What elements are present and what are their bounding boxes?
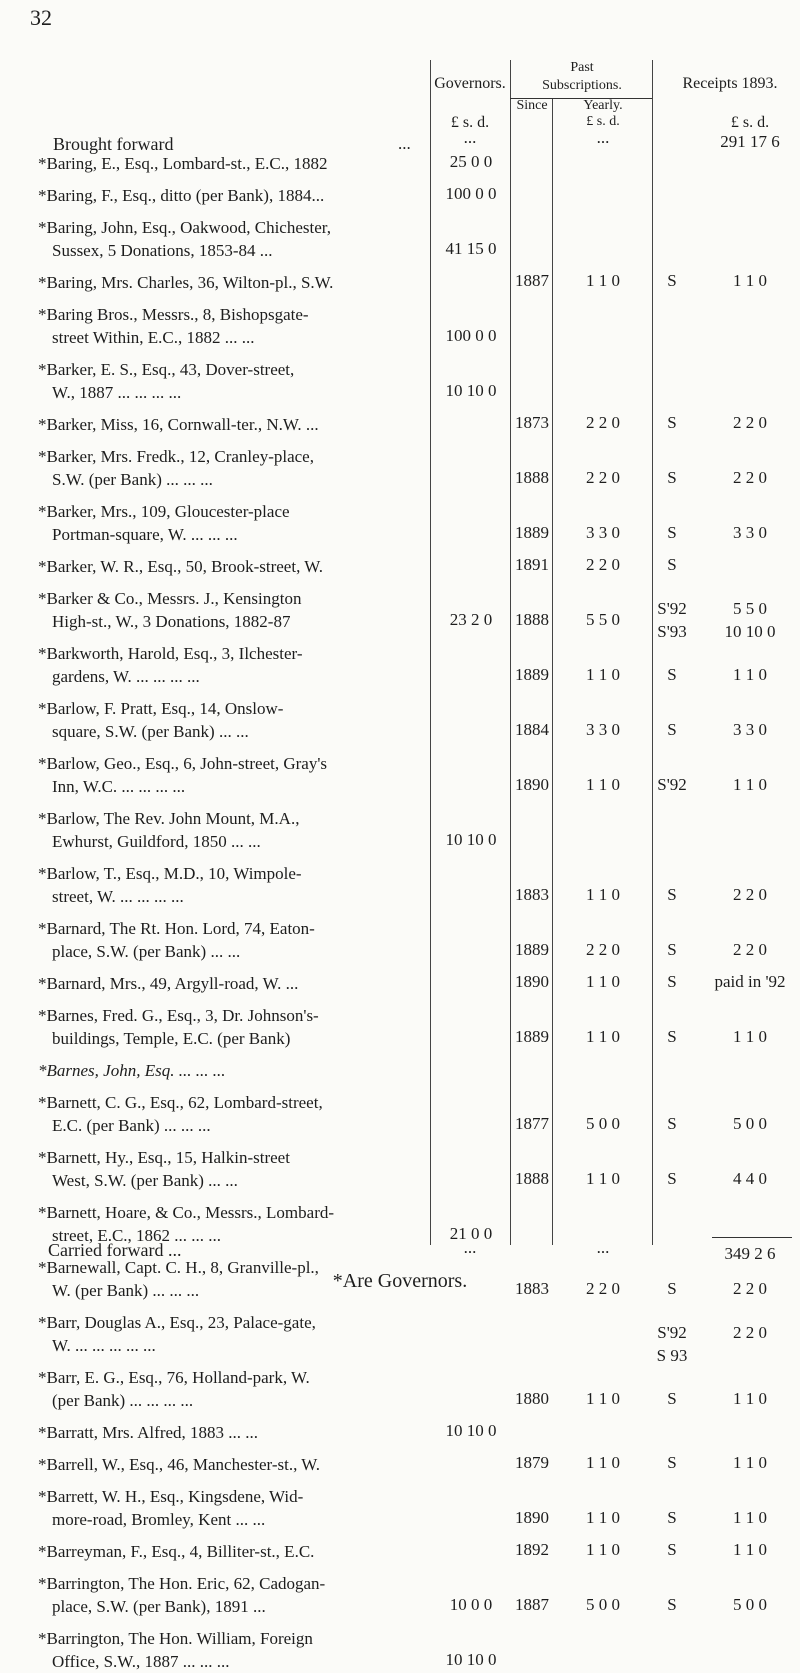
entry-name: [38, 642, 430, 688]
status: S: [667, 523, 677, 542]
entry-line: *Baring, John, Esq., Oakwood, Chichester,: [38, 218, 332, 237]
entry-line: street, E.C., 1862 ... ... ...: [52, 1226, 222, 1245]
receipt-amount: 3 3 0: [733, 523, 767, 542]
entry-line: Sussex, 5 Donations, 1853-84 ...: [52, 241, 273, 260]
receipt-amount: 2 2 0: [733, 468, 767, 487]
receipt-amount: 4 4 0: [733, 1169, 767, 1188]
entry-line: gardens, W. ... ... ... ...: [52, 667, 200, 686]
since-year: 1889: [515, 1027, 549, 1046]
yearly-amount: 2 2 0: [586, 1279, 620, 1298]
entry-name: [38, 1572, 430, 1618]
yearly-amount: 2 2 0: [586, 940, 620, 959]
entry-line: *Barkworth, Harold, Esq., 3, Ilchester-: [38, 644, 303, 663]
status: S: [667, 1508, 677, 1527]
entry-name: [38, 1540, 430, 1563]
entry-line: *Barr, E. G., Esq., 76, Holland-park, W.: [38, 1368, 310, 1387]
entry-line: *Barnard, The Rt. Hon. Lord, 74, Eaton-: [38, 919, 315, 938]
entry-line: High-st., W., 3 Donations, 1882-87: [52, 612, 291, 631]
brought-forward-receipts: 291 17 6: [720, 132, 780, 151]
receipt-amount: 5 5 0: [733, 598, 767, 618]
entry-line: W. ... ... ... ... ...: [52, 1336, 156, 1355]
entry-name: [38, 1421, 430, 1444]
status-second: S 93: [656, 1345, 688, 1365]
status: S: [667, 972, 677, 991]
entry-name: [38, 587, 430, 633]
since-year: 1879: [515, 1453, 549, 1472]
status-second: S'93: [657, 621, 687, 641]
receipt-amount: 1 1 0: [733, 271, 767, 290]
header-past: Past: [570, 60, 594, 75]
status: S: [667, 1389, 677, 1408]
entry-line: Ewhurst, Guildford, 1850 ... ...: [52, 832, 261, 851]
entry-name: [38, 752, 430, 798]
entry-line: square, S.W. (per Bank) ... ...: [52, 722, 249, 741]
entry-line: *Baring, Mrs. Charles, 36, Wilton-pl., S.W.: [38, 273, 334, 292]
entry-name: [38, 1091, 430, 1137]
since-year: 1884: [515, 720, 549, 739]
entry-name: [38, 445, 430, 491]
entry-line: *Barker & Co., Messrs. J., Kensington: [38, 589, 302, 608]
status: S: [667, 1453, 677, 1472]
page-number: 32: [30, 5, 52, 30]
governors-amount: 10 10 0: [445, 381, 497, 400]
header-lsd-governors: £ s. d.: [450, 114, 490, 131]
entry-line: *Barnes, John, Esq. ... ... ...: [38, 1061, 226, 1080]
yearly-amount: 2 2 0: [586, 468, 620, 487]
header-since: Since: [516, 98, 548, 113]
governors-amount: 10 10 0: [445, 830, 497, 849]
entry-name: [38, 697, 430, 743]
governors-amount: 100 0 0: [445, 184, 497, 203]
entry-line: *Barker, E. S., Esq., 43, Dover-street,: [38, 360, 295, 379]
yearly-amount: 3 3 0: [586, 523, 620, 542]
entry-line: (per Bank) ... ... ... ...: [52, 1391, 194, 1410]
yearly-amount: 5 5 0: [586, 610, 620, 629]
entry-name: [38, 1453, 430, 1476]
entry-line: *Baring, E., Esq., Lombard-st., E.C., 1882: [38, 154, 328, 173]
carried-forward-governors: ...: [463, 1238, 477, 1257]
status: S: [667, 413, 677, 432]
receipt-amount: 1 1 0: [733, 775, 767, 794]
entry-name: [38, 1366, 430, 1412]
yearly-amount: 1 1 0: [586, 1027, 620, 1046]
entry-line: Inn, W.C. ... ... ... ...: [52, 777, 186, 796]
entry-name: [38, 271, 430, 294]
entry-line: street, W. ... ... ... ...: [52, 887, 184, 906]
carried-forward-label: Carried forward ...: [48, 1240, 182, 1260]
status: S: [667, 1279, 677, 1298]
governors-amount: 25 0 0: [449, 152, 493, 171]
yearly-amount: 1 1 0: [586, 1540, 620, 1559]
entry-name: [38, 303, 430, 349]
entry-line: *Barlow, F. Pratt, Esq., 14, Onslow-: [38, 699, 284, 718]
receipt-amount: 1 1 0: [733, 1027, 767, 1046]
entry-line: *Barrell, W., Esq., 46, Manchester-st., W.: [38, 1455, 321, 1474]
status: S: [667, 1595, 677, 1614]
header-lsd-receipts: £ s. d.: [730, 114, 770, 131]
yearly-amount: 1 1 0: [586, 1169, 620, 1188]
entry-line: *Barratt, Mrs. Alfred, 1883 ... ...: [38, 1423, 259, 1442]
entry-line: *Barker, W. R., Esq., 50, Brook-street, W.: [38, 557, 323, 576]
yearly-amount: 1 1 0: [586, 1389, 620, 1408]
status: S'92: [657, 1322, 687, 1342]
entry-line: *Barreyman, F., Esq., 4, Billiter-st., E.C.: [38, 1542, 315, 1561]
entry-line: *Barlow, The Rev. John Mount, M.A.,: [38, 809, 300, 828]
status: S: [667, 665, 677, 684]
entry-line: *Barrington, The Hon. William, Foreign: [38, 1629, 313, 1648]
entry-line: *Barnes, Fred. G., Esq., 3, Dr. Johnson's-: [38, 1006, 319, 1025]
yearly-amount: 1 1 0: [586, 1453, 620, 1472]
status: S: [667, 720, 677, 739]
entry-line: place, S.W. (per Bank), 1891 ...: [52, 1597, 266, 1616]
entry-name: [38, 1059, 430, 1082]
brought-forward-label: Brought forward: [53, 134, 174, 154]
entry-line: *Barker, Miss, 16, Cornwall-ter., N.W. ...: [38, 415, 319, 434]
brought-forward-governors: ...: [463, 128, 477, 147]
status: S: [667, 468, 677, 487]
entry-line: *Baring, F., Esq., ditto (per Bank), 1884...: [38, 186, 325, 205]
carried-forward-yearly: ...: [596, 1238, 610, 1257]
since-year: 1880: [515, 1389, 549, 1408]
entry-name: [38, 1311, 430, 1357]
status: S: [667, 1027, 677, 1046]
status: S: [667, 1540, 677, 1559]
entry-line: *Baring Bros., Messrs., 8, Bishopsgate-: [38, 305, 309, 324]
receipt-amount: paid in '92: [714, 972, 786, 991]
entry-name: [38, 1485, 430, 1531]
brought-forward-dots: ...: [398, 134, 411, 153]
receipt-amount: 2 2 0: [733, 413, 767, 432]
col-rule-governors-left: [430, 60, 431, 1245]
entry-line: *Barnett, Hy., Esq., 15, Halkin-street: [38, 1148, 290, 1167]
status: S: [667, 940, 677, 959]
yearly-amount: 3 3 0: [586, 720, 620, 739]
entry-name: [38, 862, 430, 908]
yearly-amount: 1 1 0: [586, 972, 620, 991]
since-year: 1887: [515, 271, 549, 290]
entry-line: buildings, Temple, E.C. (per Bank): [52, 1029, 291, 1048]
receipt-amount: 1 1 0: [733, 665, 767, 684]
yearly-amount: 1 1 0: [586, 271, 620, 290]
governors-amount: 10 10 0: [445, 1650, 497, 1669]
entry-name: [38, 216, 430, 262]
entry-line: S.W. (per Bank) ... ... ...: [52, 470, 213, 489]
receipt-amount-second: 10 10 0: [724, 621, 776, 641]
governors-amount: 21 0 0: [449, 1224, 493, 1243]
yearly-amount: 1 1 0: [586, 665, 620, 684]
receipt-amount: 3 3 0: [733, 720, 767, 739]
since-year: 1887: [515, 1595, 549, 1614]
yearly-amount: 2 2 0: [586, 555, 620, 574]
entry-name: [38, 917, 430, 963]
receipt-amount: 5 0 0: [733, 1595, 767, 1614]
yearly-amount: 5 0 0: [586, 1595, 620, 1614]
entry-line: E.C. (per Bank) ... ... ...: [52, 1116, 211, 1135]
entry-line: street Within, E.C., 1882 ... ...: [52, 328, 255, 347]
entry-line: *Barrington, The Hon. Eric, 62, Cadogan-: [38, 1574, 326, 1593]
since-year: 1889: [515, 523, 549, 542]
status: S: [667, 1114, 677, 1133]
since-year: 1883: [515, 1279, 549, 1298]
governors-amount: 23 2 0: [449, 610, 493, 629]
header-subscriptions: Subscriptions.: [542, 78, 622, 93]
header-lsd-yearly: £ s. d.: [586, 114, 620, 129]
yearly-amount: 5 0 0: [586, 1114, 620, 1133]
entry-name: [38, 555, 430, 578]
col-rule-yearly-right: [652, 60, 653, 1245]
receipt-amount: 1 1 0: [733, 1540, 767, 1559]
governors-amount: 10 0 0: [449, 1595, 493, 1614]
since-year: 1883: [515, 885, 549, 904]
entry-name: [38, 358, 430, 404]
since-year: 1888: [515, 1169, 549, 1188]
status: S'92: [657, 598, 687, 618]
governors-amount: 41 15 0: [445, 239, 497, 258]
receipt-amount: 2 2 0: [733, 1322, 767, 1342]
since-year: 1890: [515, 972, 549, 991]
yearly-amount: 1 1 0: [586, 885, 620, 904]
entry-line: *Barker, Mrs. Fredk., 12, Cranley-place,: [38, 447, 314, 466]
since-year: 1873: [515, 413, 549, 432]
entry-line: *Barker, Mrs., 109, Gloucester-place: [38, 502, 290, 521]
since-year: 1888: [515, 468, 549, 487]
since-year: 1888: [515, 610, 549, 629]
receipt-amount: 1 1 0: [733, 1453, 767, 1472]
entry-line: *Barnewall, Capt. C. H., 8, Granville-pl.,: [38, 1258, 319, 1277]
entry-line: *Barlow, T., Esq., M.D., 10, Wimpole-: [38, 864, 302, 883]
entry-line: Portman-square, W. ... ... ...: [52, 525, 238, 544]
entry-name: [38, 152, 430, 175]
carried-forward-receipts: 349 2 6: [724, 1244, 776, 1263]
entry-name: [38, 413, 430, 436]
header-yearly: Yearly.: [583, 98, 623, 113]
yearly-amount: 1 1 0: [586, 775, 620, 794]
entry-name: [38, 807, 430, 853]
receipt-amount: 1 1 0: [733, 1508, 767, 1527]
since-year: 1892: [515, 1540, 549, 1559]
status: S: [667, 885, 677, 904]
status: S: [667, 271, 677, 290]
since-year: 1889: [515, 665, 549, 684]
yearly-amount: 1 1 0: [586, 1508, 620, 1527]
receipt-amount: 5 0 0: [733, 1114, 767, 1133]
since-year: 1890: [515, 775, 549, 794]
status: S'92: [657, 775, 687, 794]
yearly-amount: 2 2 0: [586, 413, 620, 432]
entry-line: *Barnard, Mrs., 49, Argyll-road, W. ...: [38, 974, 299, 993]
entry-line: *Barnett, C. G., Esq., 62, Lombard-street,: [38, 1093, 323, 1112]
status: S: [667, 1169, 677, 1188]
entry-name: [38, 972, 430, 995]
governors-amount: 100 0 0: [445, 326, 497, 345]
entry-name: [38, 500, 430, 546]
entry-line: *Barr, Douglas A., Esq., 23, Palace-gate,: [38, 1313, 316, 1332]
receipt-amount: 2 2 0: [733, 1279, 767, 1298]
receipt-amount: 1 1 0: [733, 1389, 767, 1408]
entry-line: more-road, Bromley, Kent ... ...: [52, 1510, 266, 1529]
entry-line: Office, S.W., 1887 ... ... ...: [52, 1652, 230, 1671]
receipt-amount: 2 2 0: [733, 940, 767, 959]
brought-forward-yearly: ...: [596, 128, 610, 147]
header-governors: Governors.: [434, 75, 506, 92]
governors-amount: 10 10 0: [445, 1421, 497, 1440]
entry-line: *Barlow, Geo., Esq., 6, John-street, Gray's: [38, 754, 328, 773]
entry-line: place, S.W. (per Bank) ... ...: [52, 942, 241, 961]
header-receipts: Receipts 1893.: [682, 75, 778, 92]
col-rule-past-left: [510, 60, 511, 1245]
entry-line: *Barrett, W. H., Esq., Kingsdene, Wid-: [38, 1487, 304, 1506]
since-year: 1877: [515, 1114, 549, 1133]
entry-name: [38, 1004, 430, 1050]
since-year: 1889: [515, 940, 549, 959]
since-year: 1890: [515, 1508, 549, 1527]
carried-forward-rule: [712, 1237, 792, 1238]
entry-name: [38, 1146, 430, 1192]
entry-line: W. (per Bank) ... ... ...: [52, 1281, 200, 1300]
footnote: *Are Governors.: [332, 1270, 468, 1292]
entry-line: *Barnett, Hoare, & Co., Messrs., Lombard-: [38, 1203, 335, 1222]
entry-line: West, S.W. (per Bank) ... ...: [52, 1171, 238, 1190]
since-year: 1891: [515, 555, 549, 574]
receipt-amount: 2 2 0: [733, 885, 767, 904]
entry-name: [38, 184, 430, 207]
entry-line: W., 1887 ... ... ... ...: [52, 383, 182, 402]
status: S: [667, 555, 677, 574]
entry-name: [38, 1627, 430, 1673]
